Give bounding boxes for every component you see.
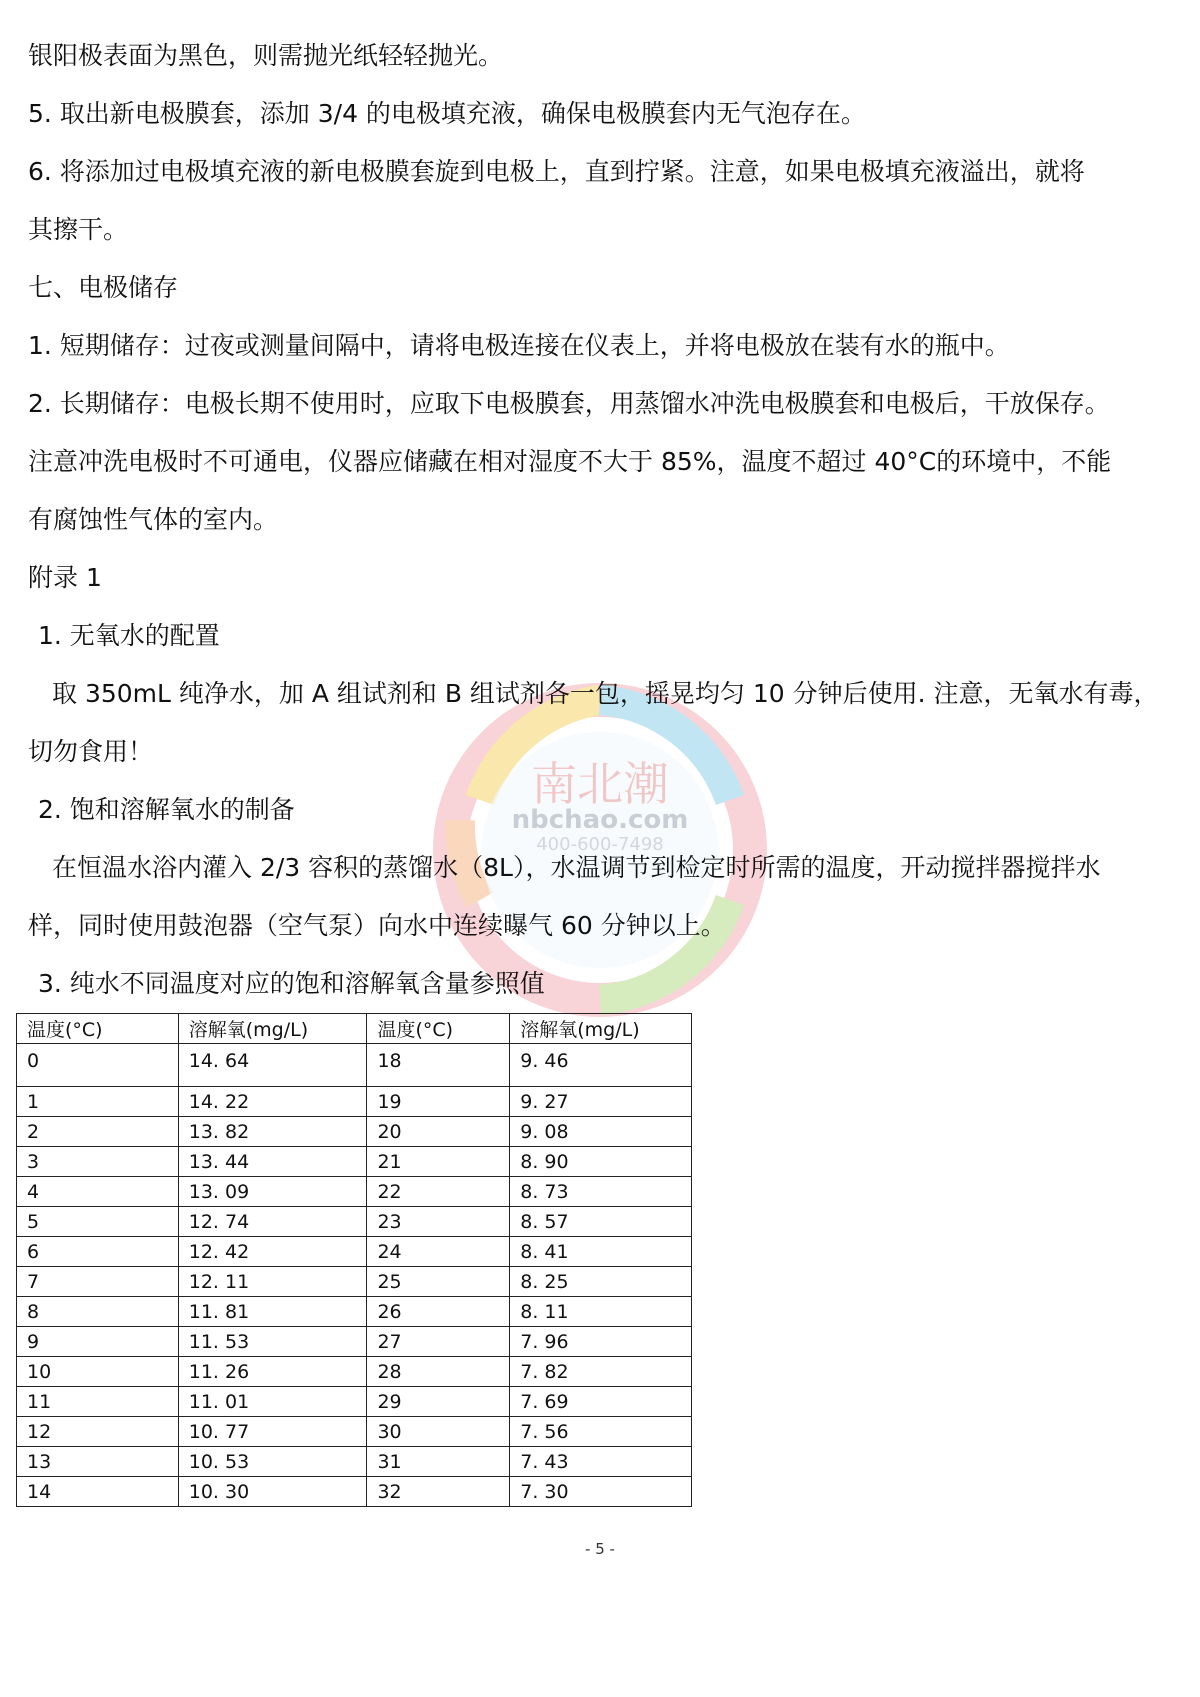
table-cell: 5 xyxy=(17,1207,179,1237)
table-cell: 7 xyxy=(17,1267,179,1297)
table-header-row xyxy=(17,1014,692,1044)
table-cell: 14. 64 xyxy=(178,1044,367,1087)
table-row xyxy=(17,1327,692,1357)
appendix-item-1-text: 取 350mL 纯净水，加 A 组试剂和 B 组试剂各一包，摇晃均匀 10 分钟后使用. 注意，无氧水有毒， xyxy=(52,679,1159,708)
table-cell: 13. 82 xyxy=(178,1117,367,1147)
table-cell: 9. 46 xyxy=(510,1044,692,1087)
table-cell: 19 xyxy=(367,1087,510,1117)
table-cell: 8. 73 xyxy=(510,1177,692,1207)
paragraph-line: 样，同时使用鼓泡器（空气泵）向水中连续曝气 60 分钟以上。 xyxy=(28,911,726,940)
appendix-item-2-heading: 2. 饱和溶解氧水的制备 xyxy=(38,795,295,824)
table-cell: 13. 09 xyxy=(178,1177,367,1207)
table-cell: 13 xyxy=(17,1447,179,1477)
table-cell: 25 xyxy=(367,1267,510,1297)
table-row xyxy=(17,1297,692,1327)
table-cell: 8. 41 xyxy=(510,1237,692,1267)
table-header-temp-1: 温度(°C) xyxy=(17,1014,179,1044)
table-row xyxy=(17,1117,692,1147)
table-cell: 9. 27 xyxy=(510,1087,692,1117)
table-cell: 23 xyxy=(367,1207,510,1237)
table-cell: 6 xyxy=(17,1237,179,1267)
table-row xyxy=(17,1044,692,1087)
table-cell: 8. 90 xyxy=(510,1147,692,1177)
table-cell: 4 xyxy=(17,1177,179,1207)
table-header-do-1: 溶解氧(mg/L) xyxy=(178,1014,367,1044)
table-cell: 10. 30 xyxy=(178,1477,367,1507)
svg-text:nbchao.com: nbchao.com xyxy=(511,805,689,835)
table-row xyxy=(17,1237,692,1267)
table-cell: 27 xyxy=(367,1327,510,1357)
table-cell: 26 xyxy=(367,1297,510,1327)
svg-text:南北潮: 南北潮 xyxy=(531,757,669,811)
paragraph-line: 银阳极表面为黑色，则需抛光纸轻轻抛光。 xyxy=(28,41,504,70)
table-cell: 11. 01 xyxy=(178,1387,367,1417)
table-cell: 22 xyxy=(367,1177,510,1207)
table-row xyxy=(17,1147,692,1177)
table-row xyxy=(17,1387,692,1417)
storage-long-term: 2. 长期储存：电极长期不使用时，应取下电极膜套，用蒸馏水冲洗电极膜套和电极后，干放保存。 xyxy=(28,389,1110,418)
table-row xyxy=(17,1267,692,1297)
table-row xyxy=(17,1087,692,1117)
appendix-item-1-heading: 1. 无氧水的配置 xyxy=(38,621,220,650)
table-cell: 28 xyxy=(367,1357,510,1387)
dissolved-oxygen-table xyxy=(16,1013,692,1507)
table-row xyxy=(17,1207,692,1237)
table-cell: 7. 96 xyxy=(510,1327,692,1357)
table-cell: 1 xyxy=(17,1087,179,1117)
paragraph-line: 切勿食用！ xyxy=(28,737,154,766)
table-row xyxy=(17,1177,692,1207)
section-heading-storage: 七、电极储存 xyxy=(28,273,179,302)
table-cell: 10. 77 xyxy=(178,1417,367,1447)
table-cell: 2 xyxy=(17,1117,179,1147)
table-cell: 21 xyxy=(367,1147,510,1177)
page-number: - 5 - xyxy=(585,1540,615,1558)
paragraph-line: 注意冲洗电极时不可通电，仪器应储藏在相对湿度不大于 85%，温度不超过 40°C的环境中，不能 xyxy=(28,447,1112,476)
table-cell: 0 xyxy=(17,1044,179,1087)
table-cell: 13. 44 xyxy=(178,1147,367,1177)
table-cell: 7. 30 xyxy=(510,1477,692,1507)
table-cell: 7. 82 xyxy=(510,1357,692,1387)
table-cell: 20 xyxy=(367,1117,510,1147)
table-cell: 8. 57 xyxy=(510,1207,692,1237)
table-header-temp-2: 温度(°C) xyxy=(367,1014,510,1044)
table-cell: 12 xyxy=(17,1417,179,1447)
table-cell: 7. 43 xyxy=(510,1447,692,1477)
table-body xyxy=(17,1044,692,1507)
table-header-do-2: 溶解氧(mg/L) xyxy=(510,1014,692,1044)
step-5: 5. 取出新电极膜套，添加 3/4 的电极填充液，确保电极膜套内无气泡存在。 xyxy=(28,99,866,128)
table-cell: 14. 22 xyxy=(178,1087,367,1117)
table-cell: 7. 69 xyxy=(510,1387,692,1417)
step-6: 6. 将添加过电极填充液的新电极膜套旋到电极上，直到拧紧。注意，如果电极填充液溢出，就将 xyxy=(28,157,1085,186)
table-cell: 3 xyxy=(17,1147,179,1177)
table-cell: 12. 42 xyxy=(178,1237,367,1267)
table-cell: 8 xyxy=(17,1297,179,1327)
svg-text:400-600-7498: 400-600-7498 xyxy=(536,834,664,855)
appendix-heading: 附录 1 xyxy=(28,563,102,592)
table-cell: 32 xyxy=(367,1477,510,1507)
table-row xyxy=(17,1447,692,1477)
table-cell: 24 xyxy=(367,1237,510,1267)
paragraph-line: 其擦干。 xyxy=(28,215,129,244)
table-row xyxy=(17,1477,692,1507)
table-cell: 9 xyxy=(17,1327,179,1357)
table-cell: 8. 11 xyxy=(510,1297,692,1327)
table-cell: 14 xyxy=(17,1477,179,1507)
table-row xyxy=(17,1417,692,1447)
table-cell: 12. 74 xyxy=(178,1207,367,1237)
table-cell: 12. 11 xyxy=(178,1267,367,1297)
table-cell: 11. 81 xyxy=(178,1297,367,1327)
table-cell: 18 xyxy=(367,1044,510,1087)
table-cell: 11. 26 xyxy=(178,1357,367,1387)
table-cell: 30 xyxy=(367,1417,510,1447)
table-cell: 10. 53 xyxy=(178,1447,367,1477)
table-cell: 11 xyxy=(17,1387,179,1417)
appendix-item-3-heading: 3. 纯水不同温度对应的饱和溶解氧含量参照值 xyxy=(38,969,545,998)
table-cell: 31 xyxy=(367,1447,510,1477)
paragraph-line: 有腐蚀性气体的室内。 xyxy=(28,505,279,534)
table-cell: 29 xyxy=(367,1387,510,1417)
appendix-item-2-text: 在恒温水浴内灌入 2/3 容积的蒸馏水（8L），水温调节到检定时所需的温度，开动搅拌器搅拌水 xyxy=(52,853,1101,882)
table-cell: 10 xyxy=(17,1357,179,1387)
table-cell: 11. 53 xyxy=(178,1327,367,1357)
storage-short-term: 1. 短期储存：过夜或测量间隔中，请将电极连接在仪表上，并将电极放在装有水的瓶中。 xyxy=(28,331,1010,360)
table-row xyxy=(17,1357,692,1387)
table-cell: 7. 56 xyxy=(510,1417,692,1447)
table-cell: 9. 08 xyxy=(510,1117,692,1147)
table-cell: 8. 25 xyxy=(510,1267,692,1297)
